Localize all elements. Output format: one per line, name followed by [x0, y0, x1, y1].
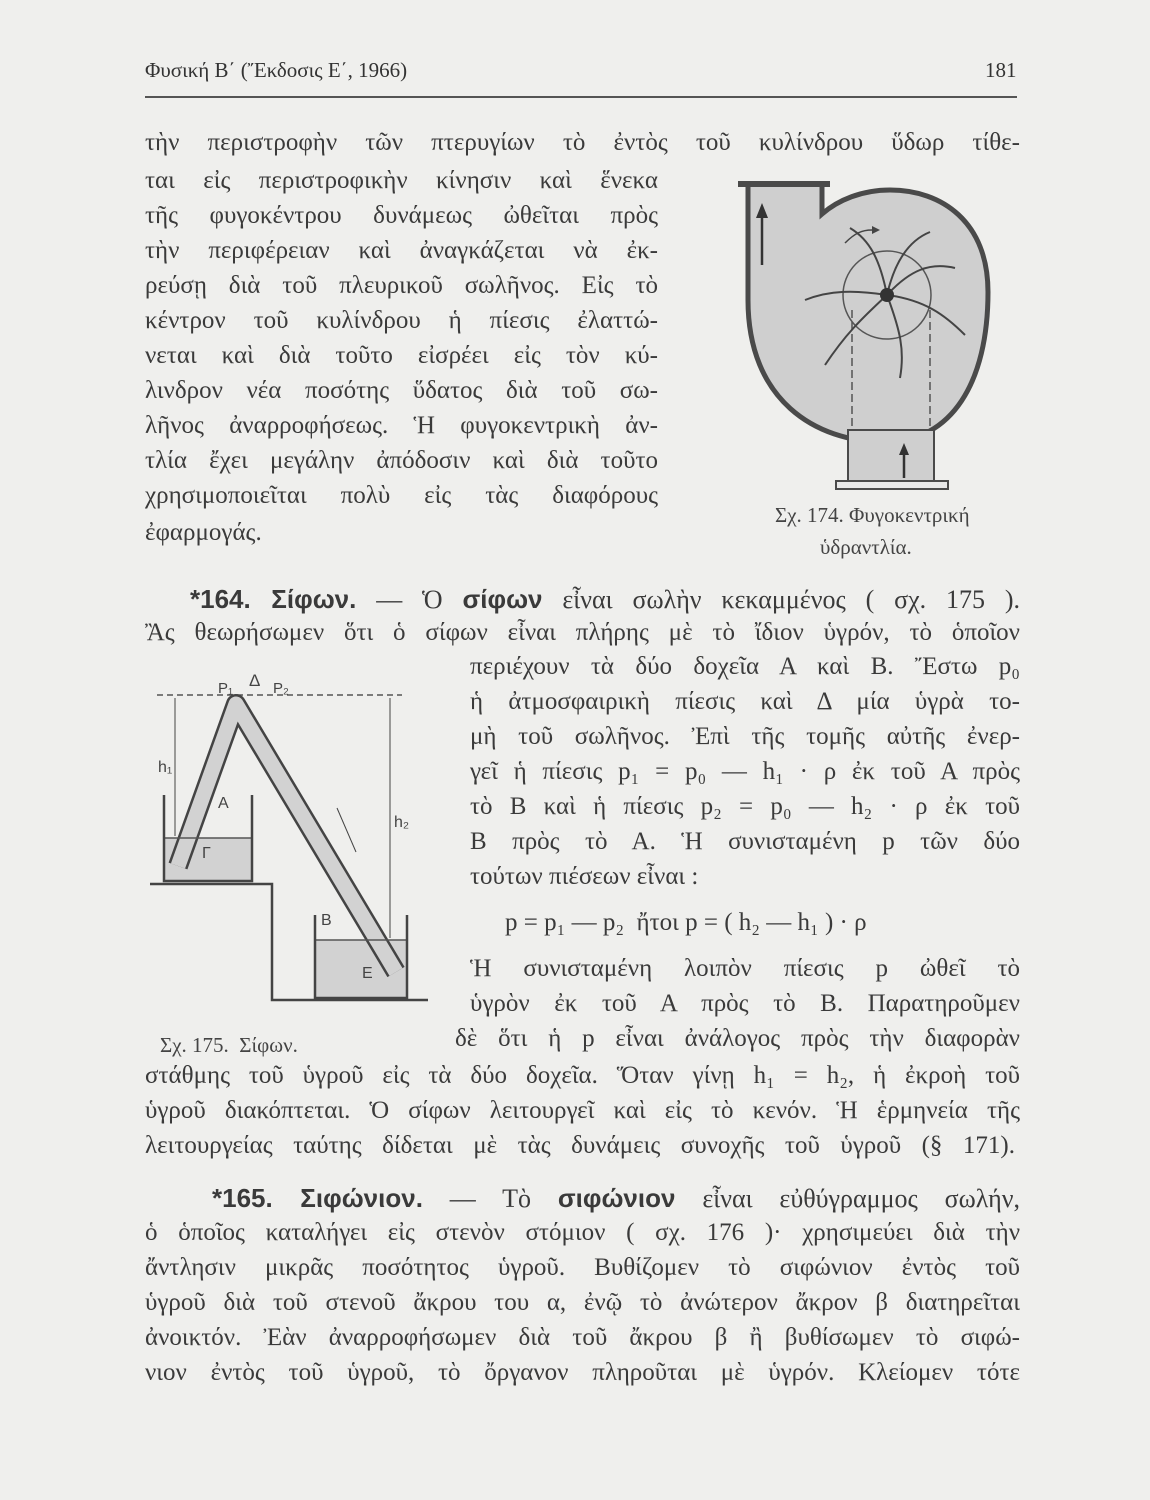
text-line: Ἡ συνισταμένη λοιπὸν πίεσις p ὠθεῖ τὸ — [470, 955, 1020, 982]
section-165-term: σιφώνιον — [557, 1183, 676, 1213]
delta-label: Δ — [249, 671, 261, 690]
text-line: ὁ ὁποῖος καταλήγει εἰς στενὸν στόμιον ( σχ. 176 )· χρησιμεύει διὰ τὴν — [145, 1219, 1020, 1246]
gamma-label: Γ — [202, 845, 211, 862]
text-line: μὴ τοῦ σωλῆνος. Ἐπὶ τῆς τομῆς αὐτῆς ἐνερ- — [470, 723, 1020, 750]
text-line: ἐφαρμογάς. — [145, 519, 262, 546]
text-line: τλία ἔχει μεγάλην ἀπόδοσιν καὶ διὰ τοῦτο — [145, 447, 658, 474]
text-line: Β πρὸς τὸ Α. Ἡ συνισταμένη p τῶν δύο — [470, 828, 1020, 855]
text-line: τῆς φυγοκέντρου δυνάμεως ὠθεῖται πρὸς — [145, 202, 658, 229]
h2-label: h₂ — [394, 814, 410, 831]
p2-label: P₂ — [273, 680, 289, 697]
text-line: ται εἰς περιστροφικὴν κίνησιν καὶ ἕνεκα — [145, 167, 658, 194]
text-line: περιέχουν τὰ δύο δοχεῖα Α καὶ Β. Ἔστω p₀ — [470, 653, 1020, 680]
vessel-b-label: B — [321, 912, 332, 929]
section-165-heading-line: *165. Σιφώνιον. — Τὸ σιφώνιον εἶναι εὐθύγραμμος σωλήν, — [212, 1183, 1021, 1213]
text-line: λινδρον νέα ποσότης ὕδατος διὰ τοῦ σω- — [145, 377, 658, 404]
figure-174-caption: Σχ. 174. Φυγοκεντρική — [775, 503, 970, 527]
figure-175-caption: Σχ. 175. Σίφων. — [160, 1033, 298, 1057]
text-line: νιον ἐντὸς τοῦ ὑγροῦ, τὸ ὄργανον πληροῦται μὲ ὑγρόν. Κλείομεν τότε — [145, 1359, 1020, 1386]
text-line: ἡ ἀτμοσφαιρικὴ πίεσις καὶ Δ μία ὑγρὰ το- — [470, 688, 1020, 715]
text-line: νεται καὶ διὰ τοῦτο εἰσρέει εἰς τὸν κύ- — [145, 342, 658, 369]
text-line: δὲ ὅτι ἡ p εἶναι ἀνάλογος πρὸς τὴν διαφορὰν — [455, 1025, 1020, 1052]
section-164-heading-line: *164. Σίφων. — Ὁ σίφων εἶναι σωλὴν κεκαμμένος ( σχ. 175 ). — [190, 584, 1020, 614]
text-line: τὸ Β καὶ ἡ πίεσις p₂ = p₀ — h₂ · ρ ἐκ τοῦ — [470, 793, 1020, 820]
text-line: ἀνοικτόν. Ἐὰν ἀναρροφήσωμεν διὰ τοῦ ἄκρου β ἢ βυθίσωμεν τὸ σιφώ- — [145, 1324, 1020, 1351]
vessel-a-label: A — [218, 795, 229, 812]
page-number: 181 — [985, 58, 1017, 82]
text-line: κέντρον τοῦ κυλίνδρου ἡ πίεσις ἐλαττώ- — [145, 307, 658, 334]
text-line: ἄντλησιν μικρᾶς ποσότητος ὑγροῦ. Βυθίζομεν τὸ σιφώνιον ἐντὸς τοῦ — [145, 1254, 1020, 1281]
section-165-title: *165. Σιφώνιον. — [212, 1183, 423, 1213]
text-line: ὑγρὸν ἐκ τοῦ Α πρὸς τὸ Β. Παρατηροῦμεν — [470, 990, 1020, 1017]
text-line: ὑγροῦ διὰ τοῦ στενοῦ ἄκρου του α, ἐνῷ τὸ ἀνώτερον ἄκρον β διατηρεῖται — [145, 1289, 1020, 1316]
section-164-title: *164. Σίφων. — [190, 584, 357, 614]
text-line: τὴν περιστροφὴν τῶν πτερυγίων τὸ ἐντὸς τοῦ κυλίνδρου ὕδωρ τίθε- — [145, 129, 1020, 156]
figure-174-caption-line2: ὑδραντλία. — [820, 535, 912, 559]
text-line: τούτων πιέσεων εἶναι : — [470, 863, 699, 890]
text-line: γεῖ ἡ πίεσις p₁ = p₀ — h₁ · ρ ἐκ τοῦ Α πρὸς — [470, 758, 1020, 785]
h1-label: h₁ — [158, 759, 173, 776]
text-line: λῆνος ἀναρροφήσεως. Ἡ φυγοκεντρικὴ ἀν- — [145, 412, 658, 439]
text-line: ὑγροῦ διακόπτεται. Ὁ σίφων λειτουργεῖ καὶ εἰς τὸ κενόν. Ἡ ἑρμηνεία τῆς — [145, 1097, 1020, 1124]
text-line: στάθμης τοῦ ὑγροῦ εἰς τὰ δύο δοχεῖα. Ὅταν γίνῃ h₁ = h₂, ἡ ἐκροὴ τοῦ — [145, 1062, 1020, 1089]
text-line: χρησιμοποιεῖται πολὺ εἰς τὰς διαφόρους — [145, 482, 658, 509]
text-line: τὴν περιφέρειαν καὶ ἀναγκάζεται νὰ ἐκ- — [145, 237, 658, 264]
running-title: Φυσική Β΄ (Ἔκδοσις Ε΄, 1966) — [145, 58, 408, 82]
siphon-figure — [0, 0, 460, 1010]
e-label: E — [362, 965, 373, 982]
section-164-term: σίφων — [462, 584, 543, 614]
p1-label: P₁ — [218, 680, 234, 697]
text-line: λειτουργείας ταύτης δίδεται μὲ τὰς δυνάμεις συνοχῆς τοῦ ὑγροῦ (§ 171). — [145, 1132, 1015, 1159]
text-line: ρεύσῃ διὰ τοῦ πλευρικοῦ σωλῆνος. Εἰς τὸ — [145, 272, 658, 299]
pressure-formula: p = p₁ — p₂ ἤτοι p = ( h₂ — h₁ ) · ρ — [505, 909, 867, 936]
text-line: Ἂς θεωρήσωμεν ὅτι ὁ σίφων εἶναι πλήρης μὲ τὸ ἴδιον ὑγρόν, τὸ ὁποῖον — [145, 619, 1020, 646]
